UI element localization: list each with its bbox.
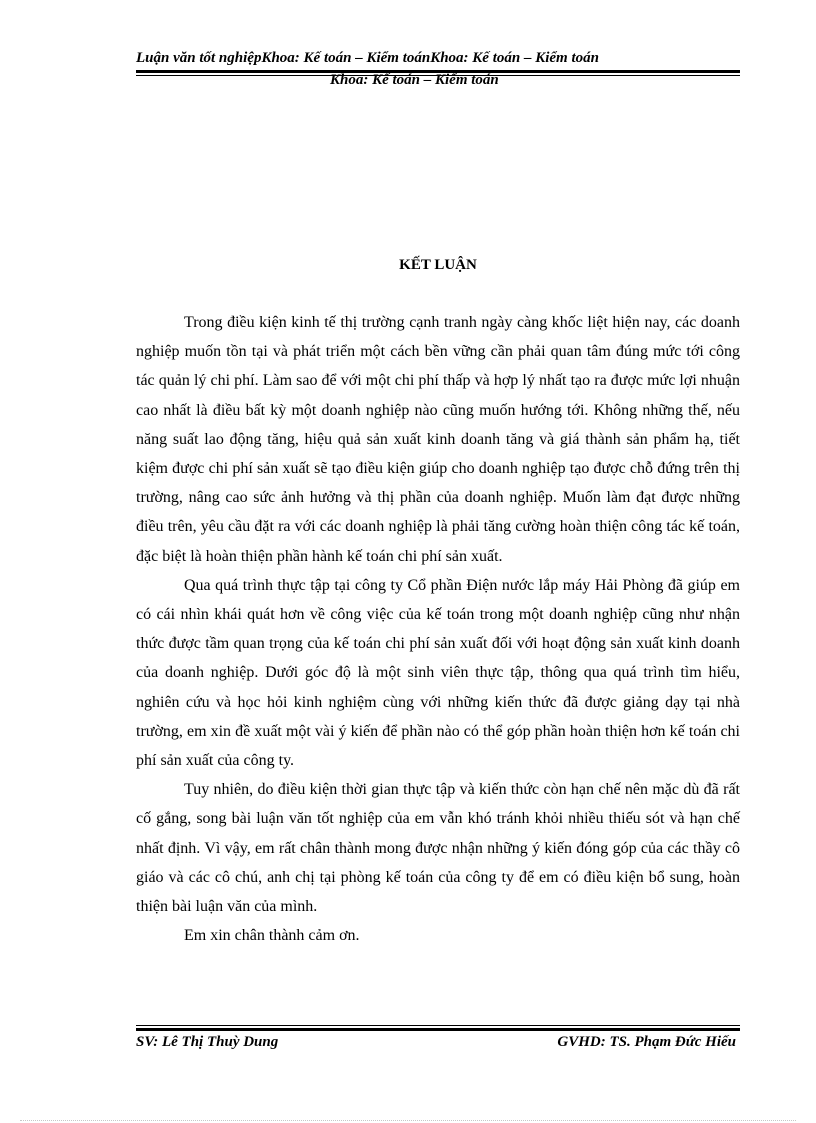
paragraph-4: Em xin chân thành cảm ơn.	[184, 927, 360, 945]
paragraph-2: Qua quá trình thực tập tại công ty Cổ phần Điện nước lắp máy Hải Phòng đã giúp em có cái nhìn khái quát hơn về công việc của kế toán trong một doanh nghiệp cũng như nhận thức được tầm quan trọng của kế toán chi phí sản xuất đối với hoạt động sản xuất kinh doanh của doanh nghiệp. Dưới góc độ là một sinh viên thực tập, thông qua quá trình tìm hiểu, nghiên cứu và học hỏi kinh nghiệm cùng với những kiến thức đã được giảng dạy tại nhà trường, em xin đề xuất một vài ý kiến để phần nào có thể góp phần hoàn thiện hơn kế toán chi phí sản xuất của công ty.	[136, 576, 740, 770]
paragraph-3: Tuy nhiên, do điều kiện thời gian thực tập và kiến thức còn hạn chế nên mặc dù đã rất cố gắng, song bài luận văn tốt nghiệp của em vẫn khó tránh khỏi nhiều thiếu sót và hạn chế nhất định. Vì vậy, em rất chân thành mong được nhận những ý kiến đóng góp của các thầy cô giáo và các cô chú, anh chị tại phòng kế toán của công ty để em có điều kiện bổ sung, hoàn thiện bài luận văn của mình.	[136, 781, 740, 916]
footer-advisor: GVHD: TS. Phạm Đức Hiếu	[557, 1034, 736, 1050]
footer-rule-thin	[136, 1025, 740, 1026]
body-text	[136, 308, 740, 950]
header-text-overflow: Khoa: Kế toán – Kiểm toán	[330, 72, 499, 88]
page-edge-divider	[20, 1120, 796, 1121]
page-title: KẾT LUẬN	[399, 257, 477, 273]
footer-student: SV: Lê Thị Thuỳ Dung	[136, 1034, 279, 1050]
footer-rule-thick	[136, 1028, 740, 1031]
header-text: Luận văn tốt nghiệpKhoa: Kế toán – Kiểm toánKhoa: Kế toán – Kiểm toán	[136, 50, 599, 66]
paragraph-1: Trong điều kiện kinh tế thị trường cạnh tranh ngày càng khốc liệt hiện nay, các doanh nghiệp muốn tồn tại và phát triển một cách bền vững cần phải quan tâm đúng mức tới công tác quản lý chi phí. Làm sao để với một chi phí thấp và hợp lý nhất tạo ra được mức lợi nhuận cao nhất là điều bất kỳ một doanh nghiệp nào cũng muốn hướng tới. Không những thế, nếu năng suất lao động tăng, hiệu quả sản xuất kinh doanh tăng và giá thành sản phẩm hạ, tiết kiệm được chi phí sản xuất sẽ tạo điều kiện giúp cho doanh nghiệp tạo được chỗ đứng trên thị trường, nâng cao sức ảnh hưởng và thị phần của doanh nghiệp. Muốn làm đạt được những điều trên, yêu cầu đặt ra với các doanh nghiệp là phải tăng cường hoàn thiện công tác kế toán, đặc biệt là hoàn thiện phần hành kế toán chi phí sản xuất.	[136, 314, 740, 565]
